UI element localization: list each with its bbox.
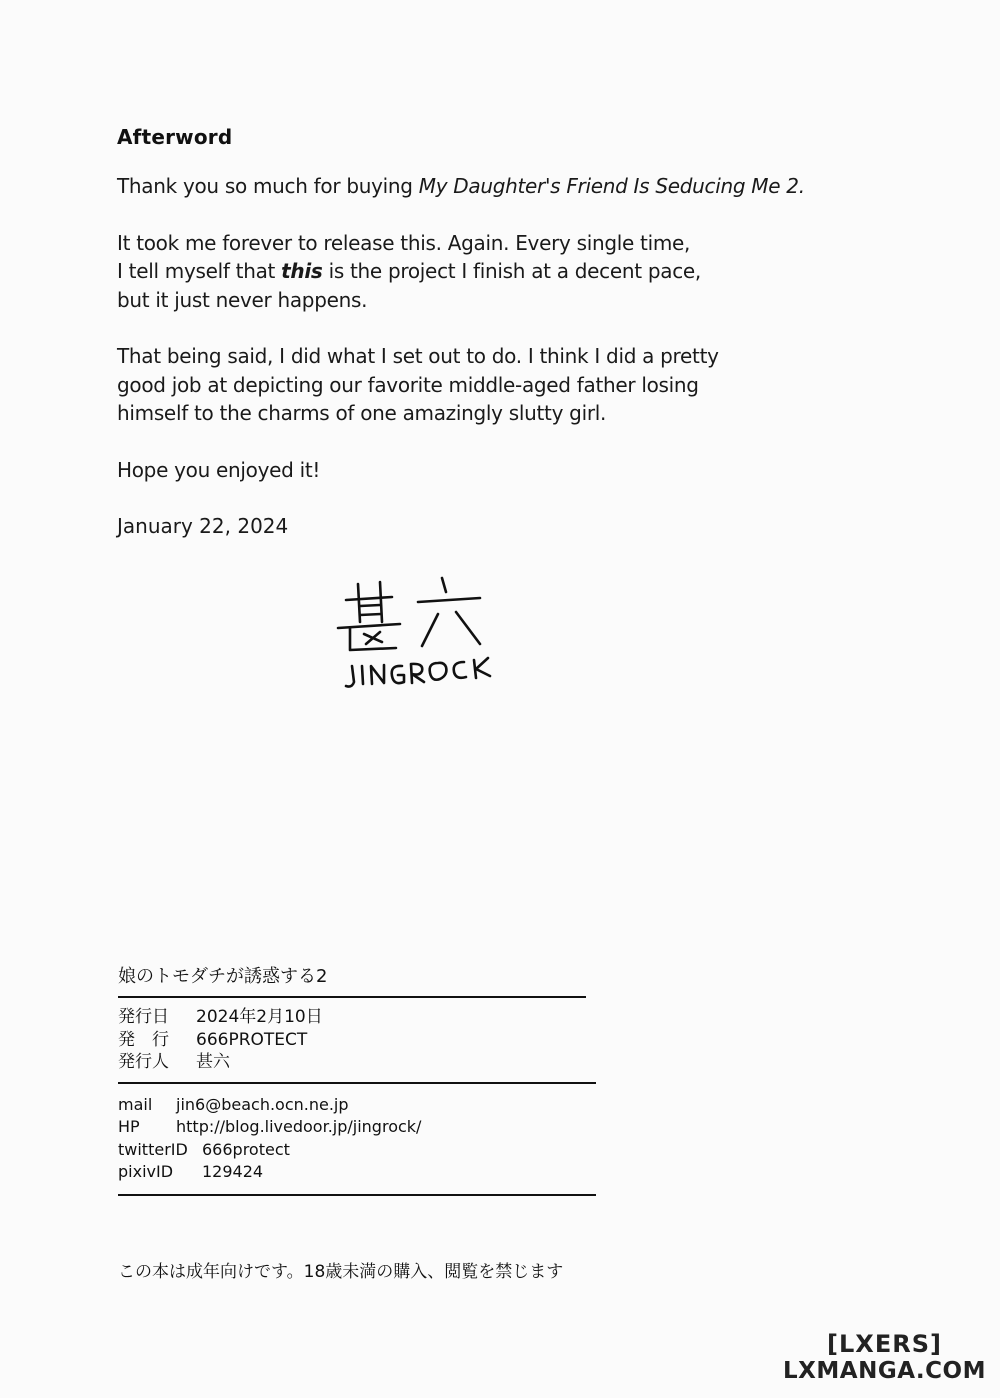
- afterword-date: January 22, 2024: [117, 514, 289, 538]
- contact-row-mail: [118, 1094, 596, 1117]
- paragraph-line: That being said, I did what I set out to do. I think I did a pretty: [117, 344, 719, 368]
- publication-key: 発行日: [118, 1007, 169, 1027]
- afterword-paragraph-4: [117, 456, 877, 485]
- paragraph-text: I tell myself that: [117, 259, 282, 283]
- afterword-paragraph-3: [117, 342, 877, 428]
- afterword-paragraph-1: [117, 172, 877, 201]
- paragraph-line: Hope you enjoyed it!: [117, 457, 321, 482]
- afterword-heading: Afterword: [117, 125, 233, 149]
- paragraph-line: good job at depicting our favorite middle-aged father losing: [117, 372, 699, 397]
- contact-info: [118, 1094, 596, 1196]
- publication-info: [118, 1006, 596, 1084]
- contact-key: twitterID: [118, 1139, 188, 1159]
- publication-row: [118, 1051, 596, 1074]
- contact-row-twitter: [118, 1139, 596, 1162]
- publication-value: 甚六: [196, 1052, 230, 1072]
- book-title-japanese: 娘のトモダチが誘惑する2: [118, 964, 586, 998]
- contact-row-hp: [118, 1116, 596, 1139]
- publication-row: [118, 1029, 596, 1052]
- publication-key: 発 行: [118, 1029, 169, 1050]
- afterword-paragraph-2: [117, 229, 877, 315]
- age-restriction-notice: この本は成年向けです。18歳未満の購入、閲覧を禁じます: [118, 1262, 564, 1282]
- emphasis-text: this: [281, 259, 323, 283]
- contact-key: HP: [118, 1117, 140, 1136]
- contact-key: pixivID: [118, 1162, 174, 1181]
- paragraph-text: is the project I finish at a decent pace,: [322, 259, 701, 283]
- book-title-italic: My Daughter's Friend Is Seducing Me 2.: [418, 174, 805, 198]
- publication-row: [118, 1006, 596, 1029]
- contact-value: 666protect: [202, 1139, 290, 1159]
- watermark-top: [LXERS]: [827, 1330, 942, 1358]
- paragraph-line: It took me forever to release this. Again. Every single time,: [117, 230, 691, 255]
- handwritten-signature: [330, 570, 500, 695]
- contact-value: 129424: [202, 1162, 264, 1181]
- watermark-bottom: LXMANGA.COM: [783, 1358, 986, 1384]
- watermark: [783, 1330, 986, 1384]
- contact-value: http://blog.livedoor.jp/jingrock/: [176, 1117, 422, 1136]
- publication-key: 発行人: [118, 1052, 169, 1072]
- colophon: [118, 964, 638, 1196]
- afterword-section: [117, 122, 877, 540]
- contact-value: jin6@beach.ocn.ne.jp: [176, 1094, 349, 1114]
- publication-value: 2024年2月10日: [196, 1007, 323, 1027]
- contact-key: mail: [118, 1094, 153, 1114]
- paragraph-text: Thank you so much for buying: [117, 174, 419, 198]
- publication-value: 666PROTECT: [196, 1029, 308, 1050]
- contact-row-pixiv: [118, 1161, 596, 1184]
- paragraph-line: himself to the charms of one amazingly slutty girl.: [117, 401, 607, 425]
- paragraph-line: but it just never happens.: [117, 287, 368, 312]
